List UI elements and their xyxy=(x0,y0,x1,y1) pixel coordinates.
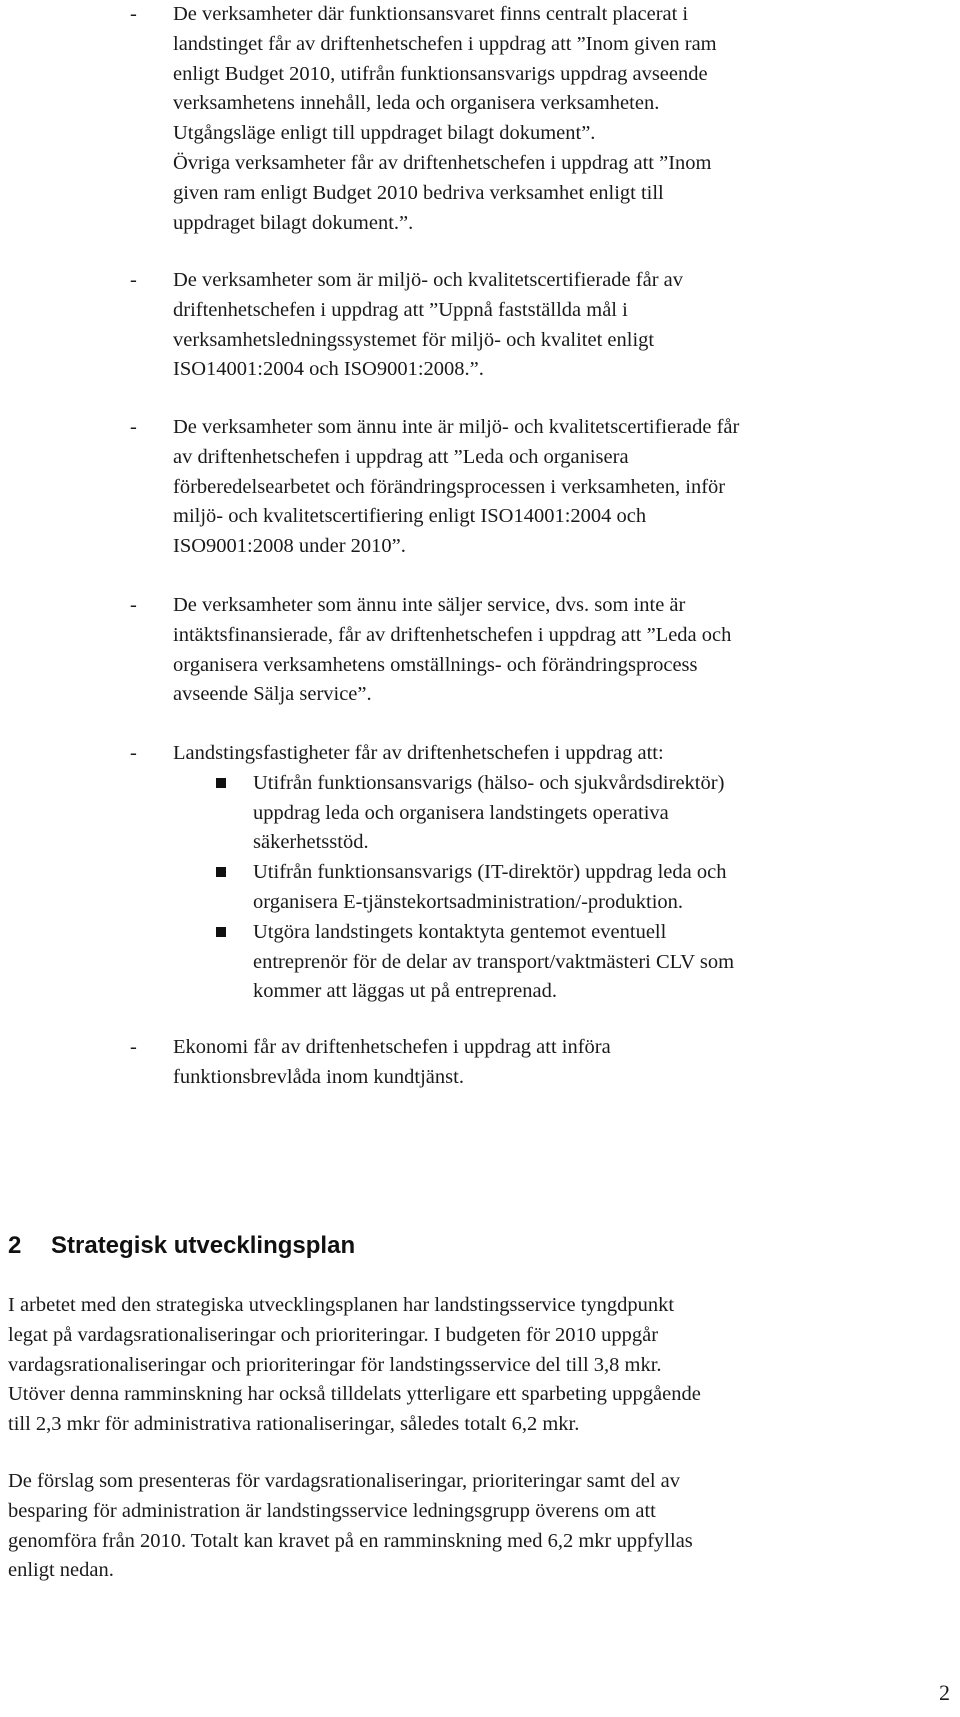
square-bullet-icon xyxy=(216,778,226,788)
text-line: avseende Sälja service”. xyxy=(173,683,372,706)
list-item xyxy=(130,413,920,562)
list-item xyxy=(130,0,920,238)
text-line: miljö- och kvalitetscertifiering enligt ISO14001:2004 och xyxy=(173,505,647,528)
text-line: organisera E-tjänstekortsadministration/-produktion. xyxy=(253,890,684,913)
text-line: verksamhetsledningssystemet för miljö- och kvalitet enligt xyxy=(173,328,655,351)
paragraph xyxy=(8,1291,948,1440)
text-line: intäktsfinansierade, får av driftenhetschefen i uppdrag att ”Leda och xyxy=(173,623,732,646)
list-item-text xyxy=(173,591,920,710)
list-item-text xyxy=(173,1033,920,1093)
section-number: 2 xyxy=(8,1232,22,1259)
section-title: Strategisk utvecklingsplan xyxy=(51,1232,356,1259)
list-item-text xyxy=(173,739,920,769)
sub-list-item xyxy=(208,918,893,1007)
text-line: Ekonomi får av driftenhetschefen i uppdrag att införa xyxy=(173,1036,611,1058)
text-line: uppdraget bilagt dokument.”. xyxy=(173,211,414,234)
text-line: De verksamheter där funktionsansvaret finns centralt placerat i xyxy=(173,3,689,25)
list-item-text xyxy=(173,0,920,238)
text-line: Landstingsfastigheter får av driftenhetschefen i uppdrag att: xyxy=(173,742,664,764)
text-line: Övriga verksamheter får av driftenhetschefen i uppdrag att ”Inom xyxy=(173,151,712,174)
text-line: funktionsbrevlåda inom kundtjänst. xyxy=(173,1065,464,1088)
text-line: I arbetet med den strategiska utvecklingsplanen har landstingsservice tyngdpunkt xyxy=(8,1294,675,1316)
dash-bullet: - xyxy=(130,269,137,291)
sub-list xyxy=(208,769,920,1007)
text-line: verksamhetens innehåll, leda och organisera verksamheten. xyxy=(173,92,660,115)
text-line: Utifrån funktionsansvarigs (IT-direktör) uppdrag leda och xyxy=(253,861,727,884)
list-item-text xyxy=(173,266,920,385)
text-line: De förslag som presenteras för vardagsrationaliseringar, prioriteringar samt del av xyxy=(8,1470,681,1492)
text-line: entreprenör för de delar av transport/vaktmästeri CLV som xyxy=(253,950,735,973)
text-line: till 2,3 mkr för administrativa rationaliseringar, således totalt 6,2 mkr. xyxy=(8,1413,580,1436)
dash-bullet: - xyxy=(130,3,137,25)
text-line: vardagsrationaliseringar och prioriteringar för landstingsservice del till 3,8 mkr. xyxy=(8,1353,662,1376)
text-line: kommer att läggas ut på entreprenad. xyxy=(253,980,557,1003)
text-line: genomföra från 2010. Totalt kan kravet på en ramminskning med 6,2 mkr uppfyllas xyxy=(8,1529,693,1552)
paragraph xyxy=(8,1467,948,1586)
square-bullet-icon xyxy=(216,867,226,877)
text-line: uppdrag leda och organisera landstingets operativa xyxy=(253,801,669,824)
text-line: Utgångsläge enligt till uppdraget bilagt dokument”. xyxy=(173,122,596,145)
dash-bullet: - xyxy=(130,742,137,764)
text-line: Utifrån funktionsansvarigs (hälso- och sjukvårdsdirektör) xyxy=(253,771,725,794)
text-line: säkerhetsstöd. xyxy=(253,831,369,854)
list-item xyxy=(130,266,920,385)
text-line: De verksamheter som ännu inte är miljö- och kvalitetscertifierade får xyxy=(173,416,740,438)
text-line: Utgöra landstingets kontaktyta gentemot eventuell xyxy=(253,920,667,943)
list-item xyxy=(130,739,920,1007)
text-line: ISO9001:2008 under 2010”. xyxy=(173,535,406,558)
square-bullet-icon xyxy=(216,927,226,937)
text-line: De verksamheter som är miljö- och kvalitetscertifierade får av xyxy=(173,269,683,291)
text-line: besparing för administration är landstingsservice ledningsgrupp överens om att xyxy=(8,1499,656,1522)
text-line: enligt nedan. xyxy=(8,1559,114,1582)
sub-list-item xyxy=(208,858,893,918)
text-line: De verksamheter som ännu inte säljer service, dvs. som inte är xyxy=(173,594,686,616)
text-line: organisera verksamhetens omställnings- och förändringsprocess xyxy=(173,653,698,676)
text-line: ISO14001:2004 och ISO9001:2008.”. xyxy=(173,358,484,381)
text-line: landstinget får av driftenhetschefen i uppdrag att ”Inom given ram xyxy=(173,32,717,55)
text-line: given ram enligt Budget 2010 bedriva verksamhet enligt till xyxy=(173,181,664,204)
text-line: legat på vardagsrationaliseringar och prioriteringar. I budgeten för 2010 uppgår xyxy=(8,1323,659,1346)
dash-bullet: - xyxy=(130,1036,137,1058)
section-heading xyxy=(8,1231,355,1261)
sub-list-item xyxy=(208,769,893,858)
list-item xyxy=(130,1033,920,1093)
text-line: förberedelsearbetet och förändringsprocessen i verksamheten, inför xyxy=(173,475,726,498)
text-line: Utöver denna ramminskning har också tilldelats ytterligare ett sparbeting uppgående xyxy=(8,1383,701,1406)
text-line: enligt Budget 2010, utifrån funktionsansvarigs uppdrag avseende xyxy=(173,62,708,85)
page-number: 2 xyxy=(939,1680,950,1705)
text-line: driftenhetschefen i uppdrag att ”Uppnå fastställda mål i xyxy=(173,298,628,321)
dash-bullet: - xyxy=(130,594,137,616)
list-item xyxy=(130,591,920,710)
dash-bullet: - xyxy=(130,416,137,438)
list-item-text xyxy=(173,413,920,562)
text-line: av driftenhetschefen i uppdrag att ”Leda och organisera xyxy=(173,445,629,468)
